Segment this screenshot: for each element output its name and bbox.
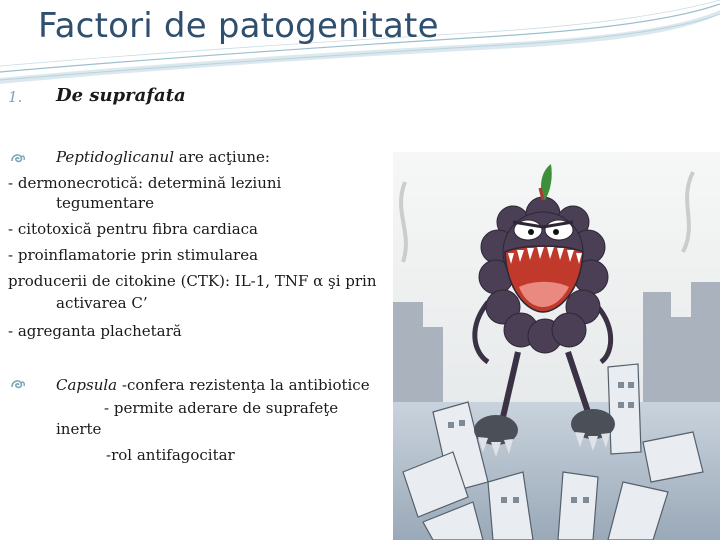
peptidoglican-line: tegumentare <box>56 194 154 212</box>
peptidoglican-line: producerii de citokine (CTK): IL-1, TNF α şi prin <box>8 272 377 290</box>
capsula-intro <box>56 375 370 395</box>
capsula-line: inerte <box>56 420 102 438</box>
peptidoglican-intro <box>56 147 270 167</box>
peptidoglican-term: Peptidoglicanul <box>56 148 175 166</box>
swirl-bullet-icon <box>10 378 26 392</box>
section-number: 1. <box>8 88 23 106</box>
slide-title: Factori de patogenitate <box>38 6 439 46</box>
peptidoglican-line: - dermonecrotică: determină leziuni <box>8 174 282 192</box>
section-heading: De suprafata <box>56 85 186 106</box>
swirl-bullet-icon <box>10 152 26 166</box>
capsula-rest: -confera rezistenţa la antibiotice <box>117 376 370 394</box>
capsula-line: -rol antifagocitar <box>106 446 235 464</box>
peptidoglican-rest: are acţiune: <box>174 148 270 166</box>
peptidoglican-line: - citotoxică pentru fibra cardiaca <box>8 220 258 238</box>
peptidoglican-line: - proinflamatorie prin stimularea <box>8 246 259 264</box>
peptidoglican-line: - agreganta plachetară <box>8 322 182 340</box>
capsula-line: - permite aderare de suprafeţe <box>104 399 339 417</box>
cartoon-bacterium-monster-city-icon <box>393 152 720 540</box>
capsula-term: Capsula <box>56 376 118 394</box>
peptidoglican-line: activarea C’ <box>56 294 148 312</box>
